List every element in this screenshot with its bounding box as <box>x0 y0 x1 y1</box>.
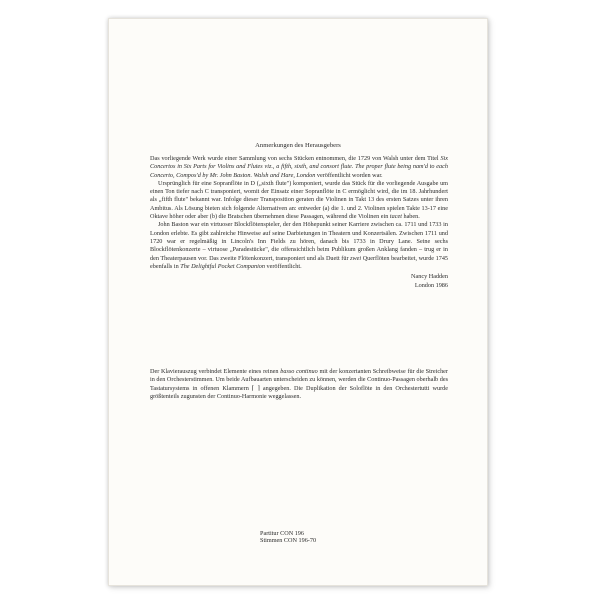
paragraph-biography <box>150 221 448 271</box>
paragraph-piano-text-b: mit der konzertanten Schreibweise für die Streicher in den Orchesterstimmen. Um beide Aufbauarten unterscheiden zu können, werden die Continuo-Passagen oberhalb des Tastatursystems in offenen Klammern ⌈ ⌉ angegeben. Die Duplikation der Soloflöte in den Orchestertutti wurde größtenteils zugunsten der Continuo-Harmonie weggelassen. <box>150 368 448 400</box>
paragraph-biography-text: John Baston war ein virtuoser Blockflötenspieler, der den Höhepunkt seiner Karriere zwischen ca. 1711 und 1733 in London erlebte. Es gibt zahlreiche Hinweise auf seine Darbietungen in Theatern und Konzertsälen. Zwischen 1711 und 1720 war er regelmäßig in Lincoln's Inn Fields zu hören, danach bis 1733 in Drury Lane. Seine sechs Blockflötenkonzerte – virtuose „Paradestücke", die offensichtlich beim Publikum großen Anklang fanden – trug er in den Theaterpausen vor. Das zweite Flötenkonzert, transponiert und als Duett für <box>150 221 448 262</box>
footer-score-number: Partitur CON 196 <box>260 530 304 537</box>
paragraph-biography-companion: The Delightful Pocket Companion <box>180 262 265 270</box>
paragraph-source-title: Six Concertos in Six Parts for Violins and Flutes viz., a fifth, sixth, and consort flute. The proper flute being nam'd to each Concerto, Compos'd by Mr. John Baston. Walsh and Hare, London <box>150 155 448 179</box>
paragraph-biography-text-b: Querflöten bearbeitet, wurde 1745 ebenfalls in <box>150 254 449 270</box>
signature-name: Nancy Hadden <box>411 273 448 281</box>
paragraph-piano-text-a: Der Klavierauszug verbindet Elemente eines reinen <box>150 368 281 375</box>
paragraph-transposition-text: Ursprünglich für eine Sopranflöte in D („sixth flute") komponiert, wurde das Stück für die vorliegende Ausgabe um einen Ton tiefer nach C transponiert, womit der Einsatz einer Sopranflöte in C ermöglicht wird, die im 18. Jahrhundert als „fifth flute" bekannt war. Infolge dieser Transposition geraten die Violinen in Takt 13 des ersten Satzes unter ihren Ambitus. Als Lösung bieten sich folgende Alternativen an: entweder (a) die 1. und 2. Violinen spielen Takte 13-17 eine Oktave höher oder aber (b) die Bratschen übernehmen diese Passagen, während die Violinen ein <box>150 179 448 221</box>
paragraph-piano-basso-continuo: basso continuo <box>280 368 318 375</box>
footer-parts-number: Stimmen CON 196-70 <box>260 537 317 545</box>
catalog-footer <box>260 530 316 545</box>
paragraph-transposition-end: haben. <box>401 213 420 221</box>
paragraph-biography-text-c: veröffentlicht. <box>264 262 302 270</box>
document-page <box>108 18 488 586</box>
page-heading: Anmerkungen des Herausgebers <box>255 142 341 149</box>
paragraph-biography-zwei: zwei <box>350 254 362 262</box>
paragraph-source-text-b: veröffentlicht worden war. <box>315 171 383 179</box>
paragraph-source <box>150 155 448 180</box>
paragraph-piano-reduction <box>150 368 448 401</box>
signature <box>150 272 448 290</box>
signature-place-date: London 1986 <box>414 282 448 290</box>
paragraph-transposition <box>150 180 448 221</box>
piano-reduction-note <box>150 368 448 401</box>
paragraph-transposition-tacet: tacet <box>389 213 402 221</box>
paragraph-source-text-a: Das vorliegende Werk wurde einer Sammlung von sechs Stücken entnommen, die 1729 von Walsh unter dem Titel <box>150 155 441 162</box>
editor-notes-body <box>150 155 448 290</box>
